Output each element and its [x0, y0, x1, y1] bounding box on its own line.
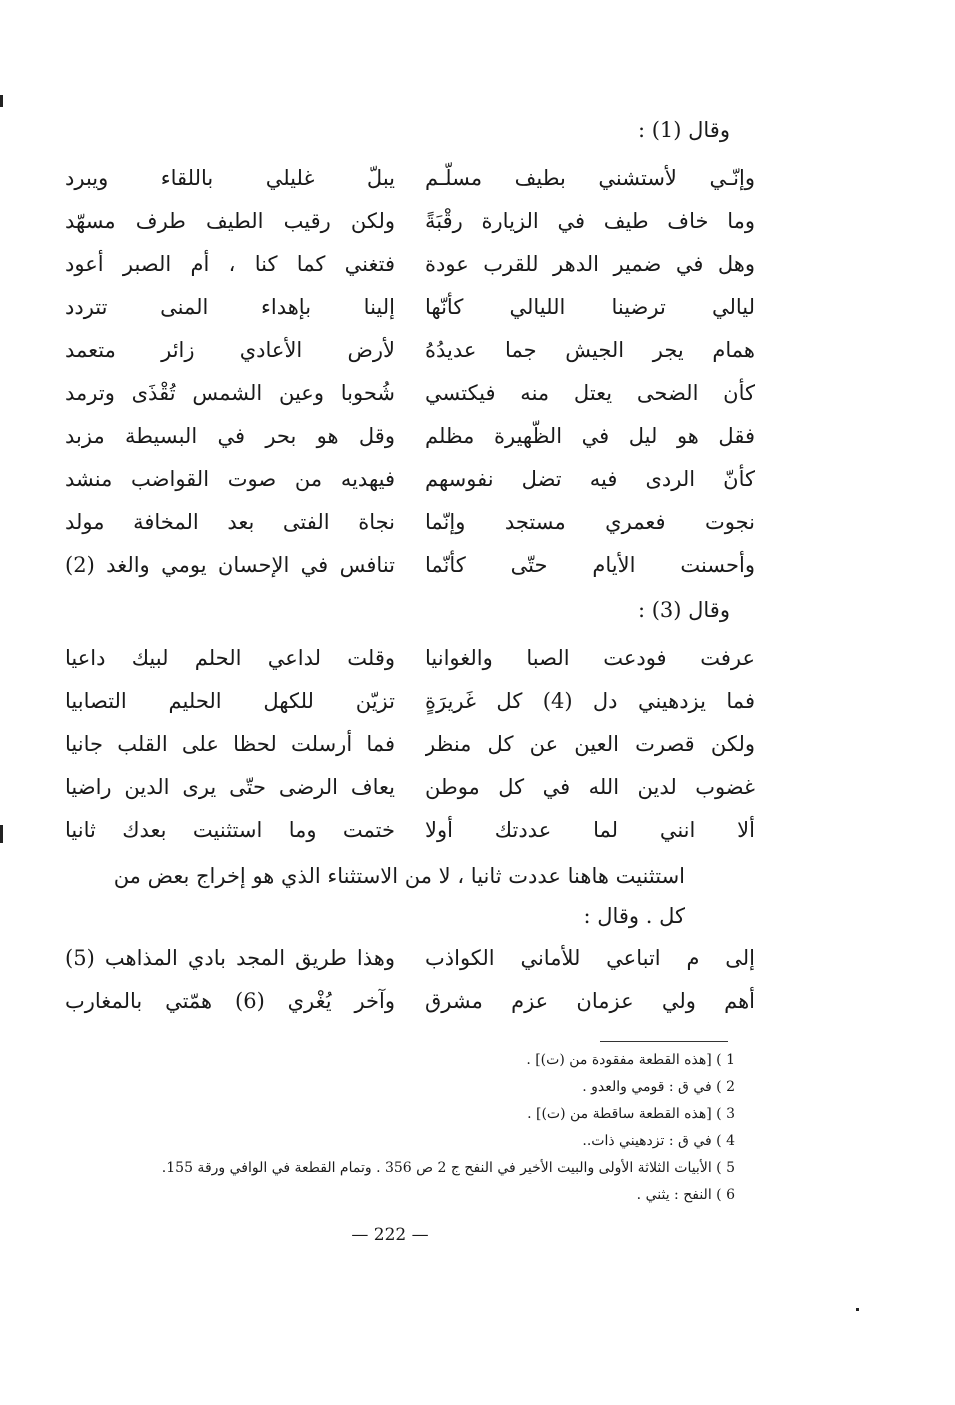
verse	[65, 547, 755, 590]
second-hemistich: ولكن رقيب الطيف طرف مسهّد	[65, 209, 395, 233]
verse	[65, 812, 755, 855]
second-hemistich: إلينا بإهداء المنى تتردد	[65, 295, 395, 319]
verse	[65, 983, 755, 1026]
first-hemistich: نجوت فعمري مستجد وإنّما	[425, 510, 755, 534]
page-number: — 222 —	[351, 1225, 429, 1245]
footnote: 3 ) [هذه القطعة ساقطة من (ت)] .	[527, 1106, 735, 1122]
second-hemistich: نجاة الفتى بعد المخافة مولد	[65, 510, 395, 534]
second-hemistich: وآخر يُغْري (6) همّتي بالمغارب	[65, 989, 395, 1013]
first-hemistich: إلى م اتباعي للأماني الكواذب	[425, 946, 755, 970]
verse	[65, 640, 755, 683]
first-hemistich: ولكن قصرت العين عن كل منظر	[425, 732, 755, 756]
poem-3	[65, 940, 755, 1026]
first-hemistich: فما يزدهيني دل (4) كل غَريرَةٍ	[425, 689, 755, 713]
poem-1	[65, 160, 755, 590]
first-hemistich: أهم ولي عزمان عزم مشرق	[425, 989, 755, 1013]
prose-line: كل . وقال :	[583, 904, 685, 928]
footnote: 4 ) في ق : تزدهيني ذات..	[582, 1133, 735, 1149]
verse	[65, 940, 755, 983]
verse	[65, 726, 755, 769]
scan-speck	[0, 825, 3, 843]
footnote-rule	[600, 1041, 728, 1042]
first-hemistich: كأن الضحى يعتل منه فيكتسي	[425, 381, 755, 405]
verse	[65, 504, 755, 547]
prose-line: استثنيت هاهنا عددت ثانيا ، لا من الاستثناء الذي هو إخراج بعض من	[113, 864, 685, 888]
first-hemistich: فقل هو ليل في الظّهيرة مظلم	[425, 424, 755, 448]
first-hemistich: غضوب لدين الله في كل موطن	[425, 775, 755, 799]
poem-2	[65, 640, 755, 855]
first-hemistich: وهل في ضمير الدهر للقرب عودة	[425, 252, 755, 276]
section-1-intro: وقال (1) :	[637, 118, 730, 142]
scan-speck	[0, 95, 3, 107]
verse	[65, 160, 755, 203]
footnote: 1 ) [هذه القطعة مفقودة من (ت)] .	[526, 1052, 735, 1068]
second-hemistich: ختمت وما استثنيت بعدك ثانيا	[65, 818, 395, 842]
second-hemistich: شُحوبا وعين الشمس تُقْذَى وترمد	[65, 381, 395, 405]
first-hemistich: عرفت فودعت الصبا والغوانيا	[425, 646, 755, 670]
footnote: 6 ) النفح : يثني .	[636, 1187, 735, 1203]
second-hemistich: وهذا طريق المجد بادي المذاهب (5)	[65, 946, 395, 970]
verse	[65, 683, 755, 726]
section-2-intro: وقال (3) :	[637, 598, 730, 622]
footnote: 5 ) الأبيات الثلاثة الأولى والبيت الأخير في النفح ج 2 ص 356 . وتمام القطعة في الوافي ورقة 155.	[161, 1160, 735, 1176]
first-hemistich: وما خاف طيف في الزيارة رقْبَةً	[425, 209, 755, 233]
verse	[65, 203, 755, 246]
scan-speck	[856, 1308, 859, 1311]
second-hemistich: يبلّ غليلي باللقاء ويبرد	[65, 166, 395, 190]
second-hemistich: فيهديه من صوت القواضب منشد	[65, 467, 395, 491]
second-hemistich: وقل هو بحر في البسيطة مزبد	[65, 424, 395, 448]
verse	[65, 375, 755, 418]
prose-commentary	[65, 856, 685, 936]
second-hemistich: فتغني كما كنا ، أم الصبر أعود	[65, 252, 395, 276]
footnotes	[55, 1047, 735, 1209]
second-hemistich: فما أرسلت لحظا على القلب جانيا	[65, 732, 395, 756]
first-hemistich: ألا انني لما عددتك أولا	[425, 818, 755, 842]
verse	[65, 769, 755, 812]
first-hemistich: همام يجر الجيش جما عديدُهُ	[425, 338, 755, 362]
first-hemistich: وأحسنت الأيام حتّى كأنّما	[425, 553, 755, 577]
second-hemistich: يعاف الرضى حتّى يرى الدين راضيا	[65, 775, 395, 799]
second-hemistich: لأرض الأعادي زائر متعمد	[65, 338, 395, 362]
second-hemistich: وقلت لداعي الحلم لبيك داعيا	[65, 646, 395, 670]
first-hemistich: وإنّـي لأستشني بطيف مسلّـم	[425, 166, 755, 190]
footnote: 2 ) في ق : قومي والعدو .	[582, 1079, 735, 1095]
first-hemistich: كأنّ الردى فيه تضل نفوسهم	[425, 467, 755, 491]
first-hemistich: ليالي ترضينا الليالي كأنّها	[425, 295, 755, 319]
verse	[65, 289, 755, 332]
second-hemistich: تزيّن للكهل الحليم التصابيا	[65, 689, 395, 713]
verse	[65, 332, 755, 375]
verse	[65, 418, 755, 461]
verse	[65, 246, 755, 289]
second-hemistich: تنافس في الإحسان يومي والغد (2)	[65, 553, 395, 577]
verse	[65, 461, 755, 504]
